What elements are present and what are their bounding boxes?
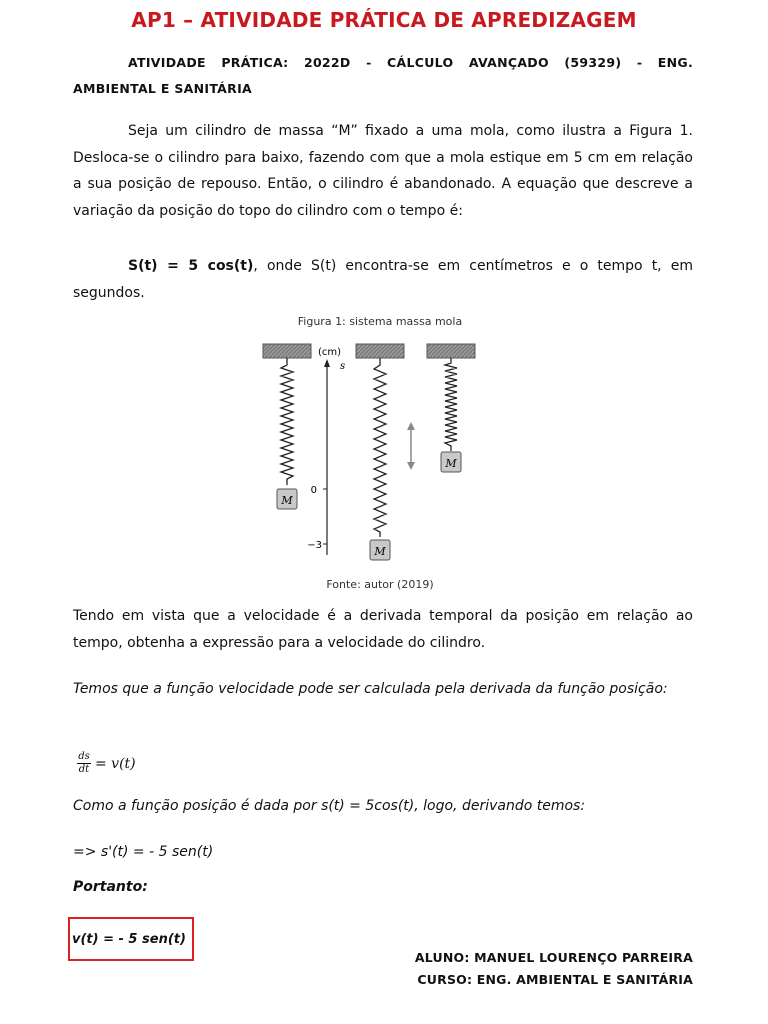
- equation-paragraph: [73, 253, 693, 306]
- mass-stretched-label: M: [374, 545, 386, 558]
- ceiling-block-right: [427, 344, 475, 358]
- axis-symbol: s: [340, 361, 346, 372]
- spring-compressed: [445, 358, 457, 451]
- equation-description: , onde S(t) encontra-se em centímetros e o tempo t, em segundos.: [73, 258, 693, 301]
- mass-compressed-label: M: [445, 457, 457, 470]
- spring-mass-diagram: [260, 315, 500, 595]
- spring-stretched: [374, 358, 386, 537]
- axis-arrow-icon: [324, 359, 330, 367]
- activity-subtitle: ATIVIDADE PRÁTICA: 2022D - CÁLCULO AVANÇADO (59329) - ENG. AMBIENTAL E SANITÁRIA: [73, 55, 693, 96]
- question-paragraph: Tendo em vista que a velocidade é a derivada temporal da posição em relação ao tempo, obtenha a expressão para a velocidade do cilindro.: [73, 608, 693, 651]
- figure-caption: Figura 1: sistema massa mola: [297, 315, 463, 328]
- derivative-formula: [77, 752, 136, 775]
- spring-mass-figure: [260, 315, 500, 595]
- tick-neg-label: −3: [307, 540, 322, 551]
- fraction-numerator: ds: [78, 751, 90, 762]
- intro-paragraph: Seja um cilindro de massa “M” fixado a uma mola, como ilustra a Figura 1. Desloca-se o cilindro para baixo, fazendo com que a mola estique em 5 cm em relação a sua posição de repouso. Então, o cilindro é abandonado. A equação que descreve a variação da posição do topo do cilindro com o tempo é:: [73, 123, 693, 219]
- final-answer: v(t) = - 5 sen(t): [72, 932, 186, 947]
- figure-source: Fonte: autor (2019): [326, 578, 434, 591]
- equation-bold: S(t) = 5 cos(t): [128, 258, 254, 274]
- solution-derivation: Como a função posição é dada por s(t) = 5cos(t), logo, derivando temos:: [73, 798, 586, 814]
- solution-therefore: Portanto:: [73, 879, 148, 895]
- spring-rest: [281, 358, 293, 485]
- mass-rest-label: M: [281, 494, 293, 507]
- student-course: CURSO: ENG. AMBIENTAL E SANITÁRIA: [417, 972, 693, 987]
- arrow-down-icon: [407, 462, 415, 470]
- derivative-fraction: [77, 752, 91, 775]
- student-name: ALUNO: MANUEL LOURENÇO PARREIRA: [414, 950, 693, 965]
- ceiling-block-middle: [356, 344, 404, 358]
- formula-rhs: = v(t): [95, 755, 136, 772]
- solution-derivative: => s'(t) = - 5 sen(t): [73, 844, 214, 860]
- ceiling-block-left: [263, 344, 311, 358]
- fraction-denominator: dt: [78, 764, 90, 775]
- arrow-up-icon: [407, 422, 415, 430]
- document-title: AP1 – ATIVIDADE PRÁTICA DE APREDIZAGEM: [131, 8, 637, 32]
- solution-intro: Temos que a função velocidade pode ser calculada pela derivada da função posição:: [73, 681, 668, 697]
- tick-zero-label: 0: [310, 485, 317, 496]
- axis-unit: (cm): [318, 347, 342, 358]
